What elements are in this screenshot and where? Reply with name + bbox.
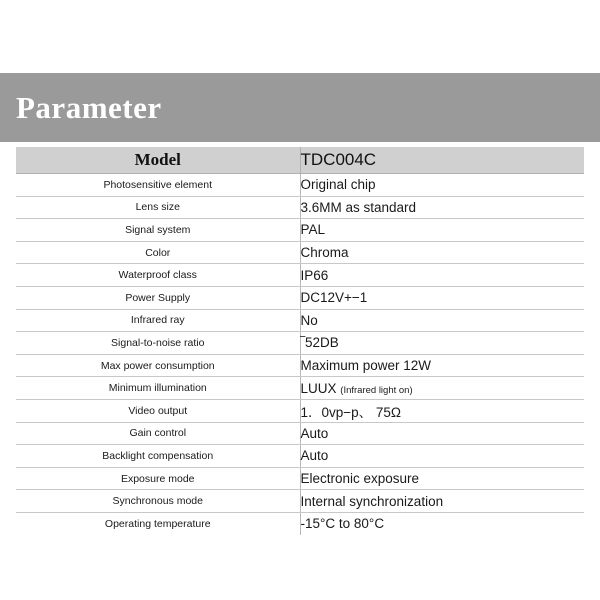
table-row [16,219,584,242]
row-value: Auto [300,445,584,468]
row-value-main: LUUX [300,380,337,396]
parameter-banner [0,73,600,142]
row-label: Color [16,241,300,264]
table-header-value: TDC004C [300,147,584,174]
row-label: Power Supply [16,286,300,309]
table-row [16,196,584,219]
table-row [16,422,584,445]
table-row [16,490,584,513]
table-row [16,309,584,332]
table-header-label: Model [16,147,300,174]
table-row [16,354,584,377]
banner-title: Parameter [16,90,162,125]
table-row [16,445,584,468]
row-label: Infrared ray [16,309,300,332]
row-label: Synchronous mode [16,490,300,513]
row-value: 1．0vp−p、 75Ω [300,399,584,422]
table-row [16,286,584,309]
row-label: Minimum illumination [16,377,300,400]
row-value: No [300,309,584,332]
row-value: Original chip [300,174,584,197]
row-label: Backlight compensation [16,445,300,468]
row-value: PAL [300,219,584,242]
row-value: Internal synchronization [300,490,584,513]
row-label: Photosensitive element [16,174,300,197]
row-label: Video output [16,399,300,422]
row-value: Chroma [300,241,584,264]
row-value: Electronic exposure [300,467,584,490]
table-row [16,332,584,355]
row-label: Exposure mode [16,467,300,490]
row-value: -15°C to 80°C [300,516,385,532]
row-label: Operating temperature [16,512,300,535]
row-value: DC12V+−1 [300,286,584,309]
row-value: IP66 [300,264,584,287]
row-label: Signal system [16,219,300,242]
table-header-row [16,147,584,174]
table-row [16,241,584,264]
row-label: Waterproof class [16,264,300,287]
table-row [16,467,584,490]
row-value: Maximum power 12W [300,354,584,377]
row-label: Signal-to-noise ratio [16,332,300,355]
row-label: Max power consumption [16,354,300,377]
table-row [16,377,584,400]
row-value: Auto [300,422,584,445]
row-value: 3.6MM as standard [300,196,584,219]
table-row [16,399,584,422]
table-row [16,264,584,287]
table-row [16,174,584,197]
table-row [16,512,584,535]
row-value: ‾52DB [300,332,584,355]
row-label: Gain control [16,422,300,445]
row-value [300,377,584,400]
specification-table [16,147,584,535]
row-value-note: (Infrared light on) [340,384,413,396]
row-label: Lens size [16,196,300,219]
